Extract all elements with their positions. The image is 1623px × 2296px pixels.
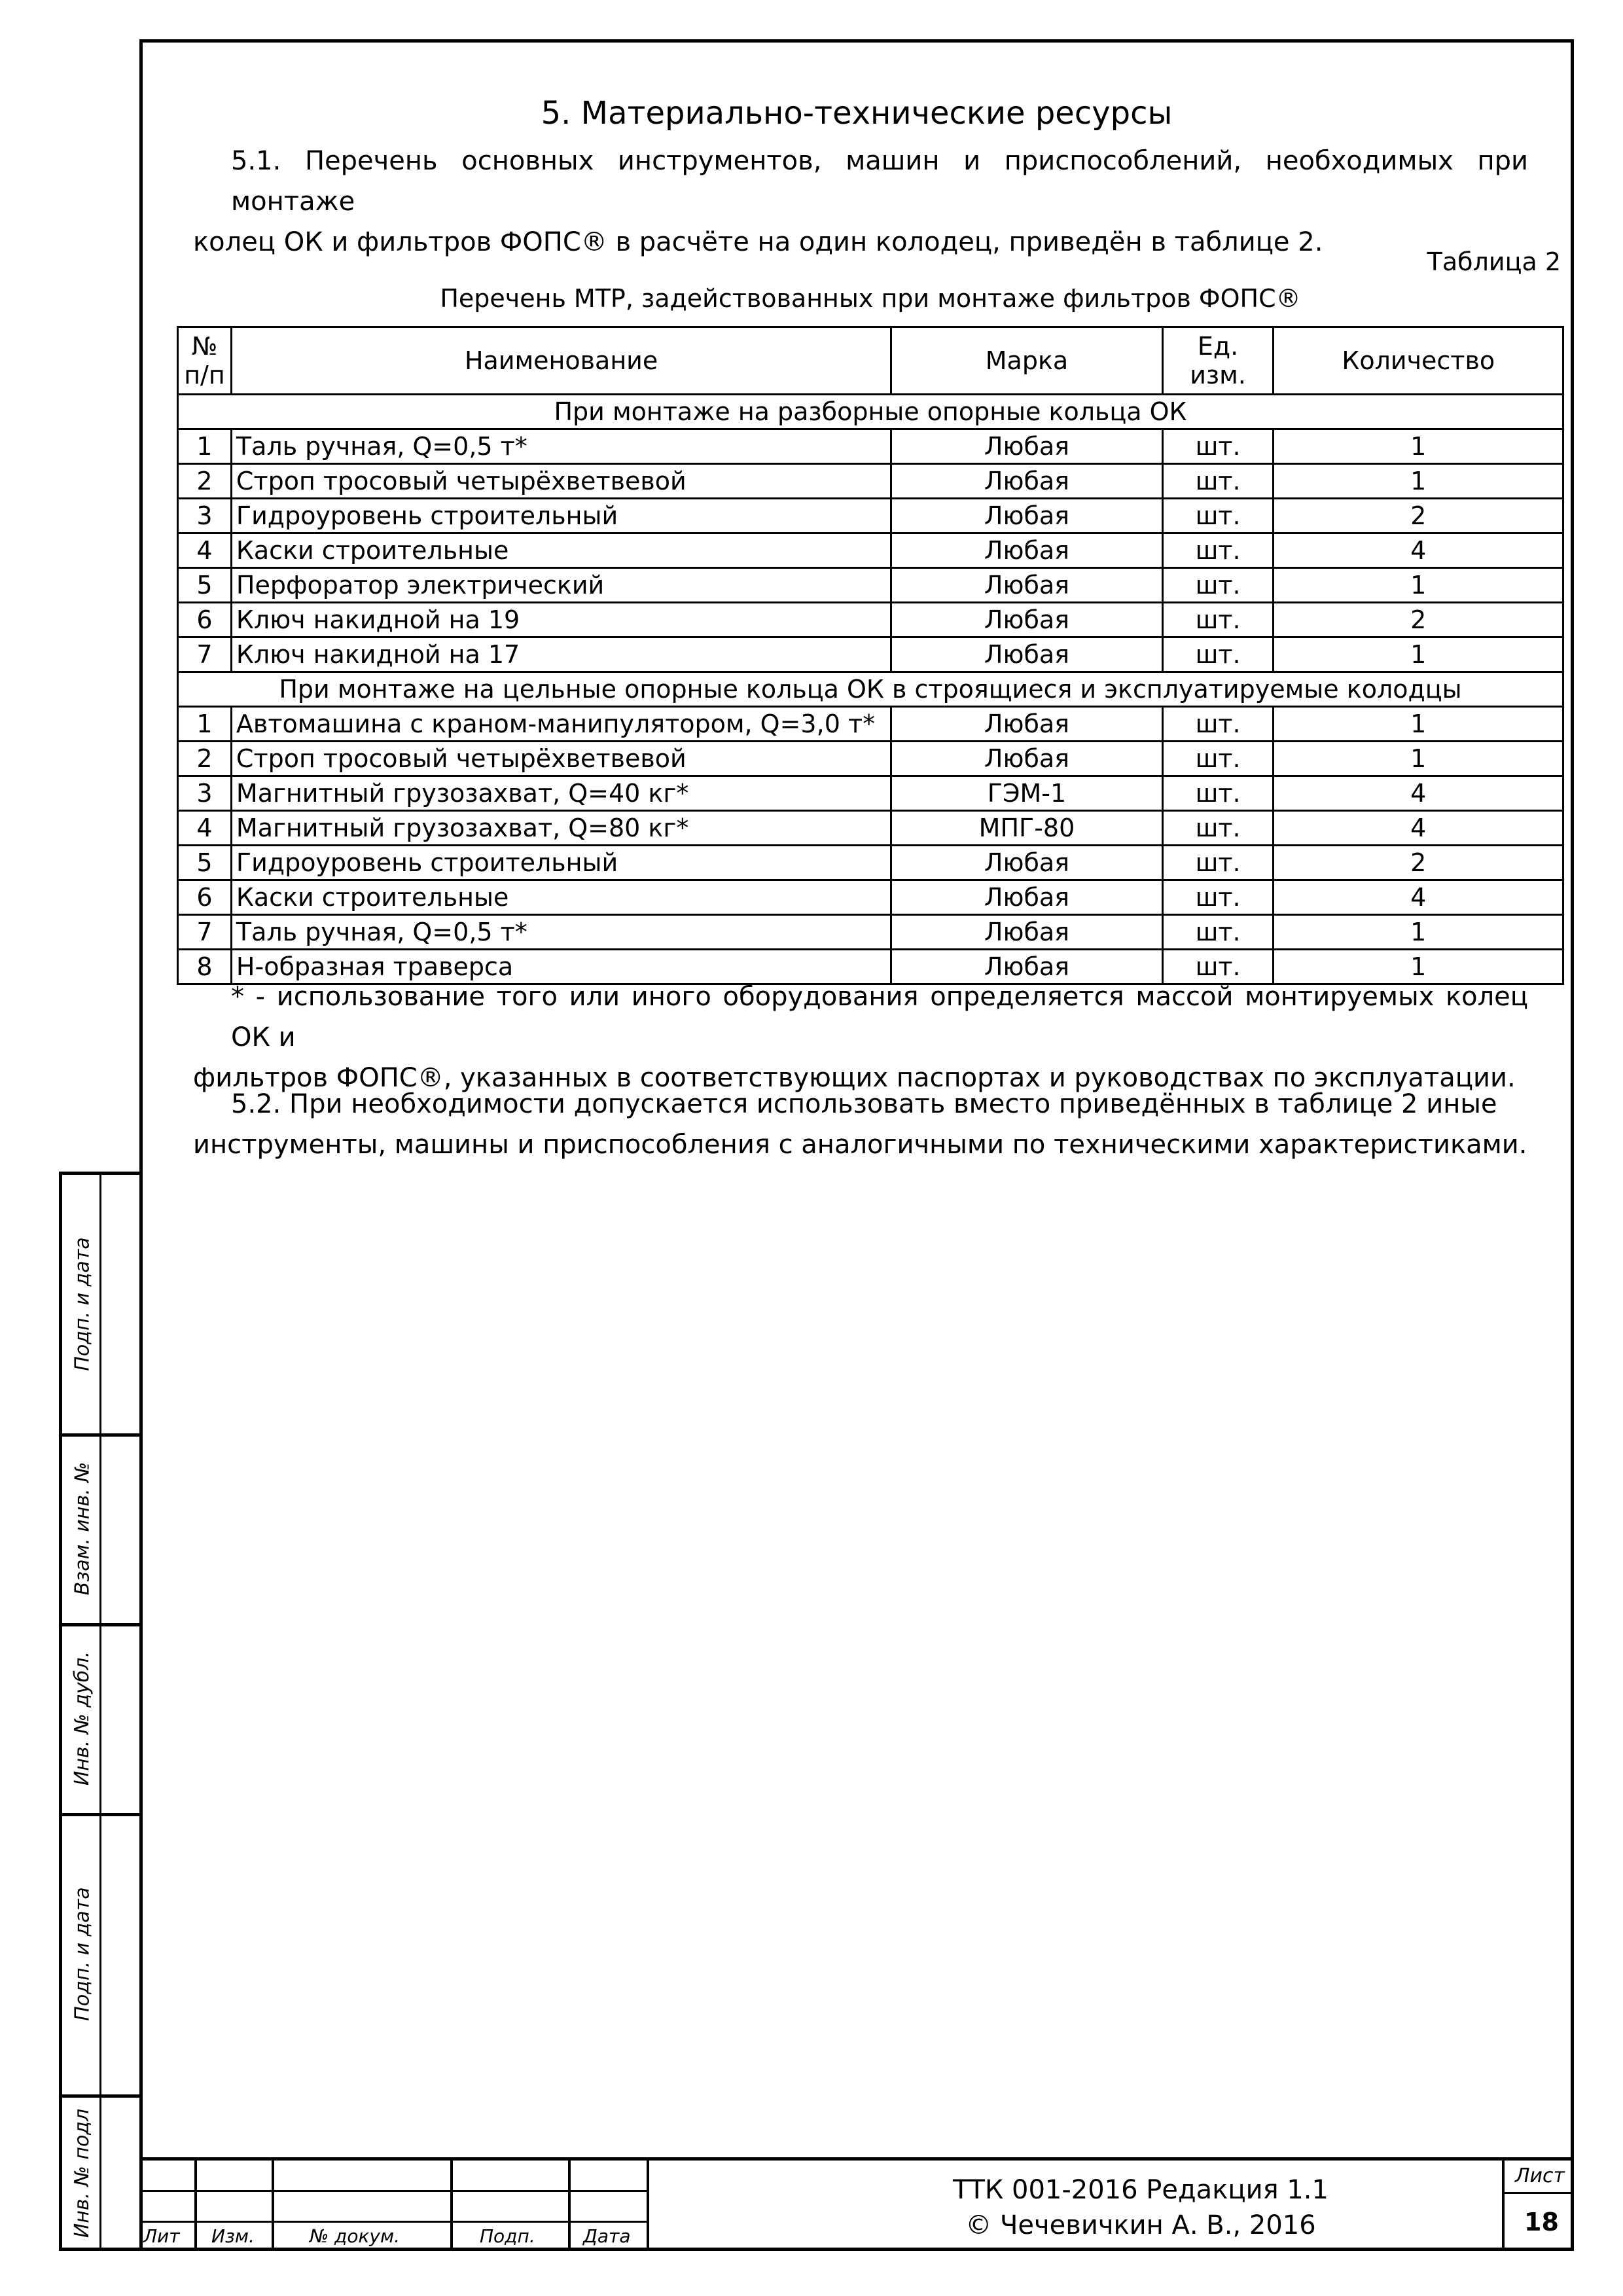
tb-divider	[194, 2161, 197, 2251]
tb-divider	[647, 2161, 649, 2251]
paragraph-line: 5.2. При необходимости допускается использовать вместо приведённых в таблице 2 иные	[231, 1089, 1497, 1119]
cell-brand: МПГ-80	[891, 811, 1162, 846]
tb-izm: Изм.	[211, 2225, 255, 2247]
cell-qty: 1	[1274, 637, 1563, 672]
table-row	[178, 568, 1563, 603]
cell-brand: Любая	[891, 950, 1162, 984]
table-row	[178, 499, 1563, 533]
cell-num: 5	[178, 846, 232, 880]
section-title: 5. Материально-технические ресурсы	[541, 95, 1173, 132]
tb-sheet-number: 18	[1524, 2208, 1559, 2236]
side-label-podp-data: Подп. и дата	[71, 1237, 94, 1371]
table-row	[178, 464, 1563, 499]
table-row	[178, 637, 1563, 672]
paragraph-5-1	[193, 141, 1528, 262]
cell-unit: шт.	[1162, 603, 1274, 637]
cell-name: Строп тросовый четырёхветвевой	[231, 742, 891, 776]
tb-row-line	[139, 2190, 647, 2192]
cell-qty: 4	[1274, 533, 1563, 568]
cell-unit: шт.	[1162, 776, 1274, 811]
cell-num: 1	[178, 429, 232, 464]
cell-name: Таль ручная, Q=0,5 т*	[231, 429, 891, 464]
cell-unit: шт.	[1162, 846, 1274, 880]
tb-dokum: № докум.	[310, 2225, 401, 2247]
table-row	[178, 811, 1563, 846]
cell-brand: ГЭМ-1	[891, 776, 1162, 811]
cell-unit: шт.	[1162, 637, 1274, 672]
side-stamp-divider	[99, 1175, 101, 2248]
footnote-line: фильтров ФОПС®, указанных в соответствующих паспортах и руководствах по эксплуатации.	[193, 1063, 1516, 1093]
table-row	[178, 533, 1563, 568]
cell-num: 2	[178, 464, 232, 499]
header-qty: Количество	[1274, 327, 1563, 395]
cell-brand: Любая	[891, 464, 1162, 499]
cell-num: 3	[178, 776, 232, 811]
cell-qty: 1	[1274, 742, 1563, 776]
table-footnote	[193, 977, 1528, 1098]
title-block	[139, 2157, 1574, 2251]
side-label-podp-data-2: Подп. и дата	[71, 1886, 94, 2021]
cell-brand: Любая	[891, 915, 1162, 950]
cell-unit: шт.	[1162, 499, 1274, 533]
cell-brand: Любая	[891, 637, 1162, 672]
table-caption: Перечень МТР, задействованных при монтаже фильтров ФОПС®	[440, 284, 1301, 313]
tb-lit: Лит	[143, 2225, 180, 2247]
section-label-1: При монтаже на разборные опорные кольца ОК	[178, 395, 1563, 429]
cell-name: Ключ накидной на 17	[231, 637, 891, 672]
cell-qty: 2	[1274, 499, 1563, 533]
cell-name: Гидроуровень строительный	[231, 499, 891, 533]
cell-name: Каски строительные	[231, 533, 891, 568]
side-label-inv-dubl: Инв. № дубл.	[71, 1651, 94, 1785]
cell-name: Автомашина с краном-манипулятором, Q=3,0 т*	[231, 707, 891, 742]
table-row	[178, 846, 1563, 880]
cell-brand: Любая	[891, 499, 1162, 533]
cell-brand: Любая	[891, 707, 1162, 742]
cell-brand: Любая	[891, 533, 1162, 568]
table-row	[178, 880, 1563, 915]
paragraph-5-2	[193, 1084, 1528, 1165]
cell-unit: шт.	[1162, 742, 1274, 776]
cell-brand: Любая	[891, 880, 1162, 915]
cell-name: Строп тросовый четырёхветвевой	[231, 464, 891, 499]
side-label-vzam-inv: Взам. инв. №	[71, 1462, 94, 1595]
tb-copyright: © Чечевичкин А. В., 2016	[965, 2210, 1316, 2240]
cell-name: Перфоратор электрический	[231, 568, 891, 603]
tb-divider	[272, 2161, 274, 2251]
cell-num: 2	[178, 742, 232, 776]
cell-qty: 1	[1274, 950, 1563, 984]
cell-unit: шт.	[1162, 811, 1274, 846]
cell-num: 3	[178, 499, 232, 533]
paragraph-line: 5.1. Перечень основных инструментов, машин и приспособлений, необходимых при монтаже	[231, 146, 1528, 217]
cell-qty: 4	[1274, 776, 1563, 811]
cell-brand: Любая	[891, 429, 1162, 464]
cell-num: 4	[178, 811, 232, 846]
cell-brand: Любая	[891, 846, 1162, 880]
tb-document-info	[650, 2172, 1623, 2243]
footnote-line: * - использование того или иного оборудования определяется массой монтируемых колец ОК и	[231, 982, 1528, 1052]
cell-name: Ключ накидной на 19	[231, 603, 891, 637]
cell-qty: 1	[1274, 915, 1563, 950]
table-row	[178, 707, 1563, 742]
cell-unit: шт.	[1162, 950, 1274, 984]
cell-qty: 4	[1274, 811, 1563, 846]
side-stamp	[59, 1172, 139, 2251]
cell-unit: шт.	[1162, 915, 1274, 950]
cell-unit: шт.	[1162, 533, 1274, 568]
section-label-2: При монтаже на цельные опорные кольца ОК в строящиеся и эксплуатируемые колодцы	[178, 672, 1563, 707]
cell-num: 1	[178, 707, 232, 742]
tb-data: Дата	[583, 2225, 631, 2247]
header-num: № п/п	[178, 327, 232, 395]
table-row	[178, 742, 1563, 776]
table-label: Таблица 2	[1427, 247, 1561, 276]
table-row	[178, 429, 1563, 464]
cell-qty: 1	[1274, 464, 1563, 499]
cell-num: 4	[178, 533, 232, 568]
cell-qty: 1	[1274, 568, 1563, 603]
tb-row-line	[139, 2221, 647, 2223]
cell-brand: Любая	[891, 603, 1162, 637]
cell-num: 6	[178, 880, 232, 915]
table-row	[178, 776, 1563, 811]
mtr-table	[177, 326, 1564, 985]
tb-divider	[568, 2161, 571, 2251]
cell-brand: Любая	[891, 568, 1162, 603]
cell-qty: 2	[1274, 603, 1563, 637]
cell-num: 7	[178, 915, 232, 950]
cell-name: Каски строительные	[231, 880, 891, 915]
table-row	[178, 915, 1563, 950]
header-unit: Ед. изм.	[1162, 327, 1274, 395]
cell-qty: 1	[1274, 707, 1563, 742]
cell-qty: 2	[1274, 846, 1563, 880]
tb-sheet-label: Лист	[1515, 2164, 1565, 2187]
cell-unit: шт.	[1162, 568, 1274, 603]
table-section-row	[178, 672, 1563, 707]
cell-unit: шт.	[1162, 880, 1274, 915]
table-header-row	[178, 327, 1563, 395]
header-brand: Марка	[891, 327, 1162, 395]
cell-name: Магнитный грузозахват, Q=80 кг*	[231, 811, 891, 846]
table-section-row	[178, 395, 1563, 429]
cell-brand: Любая	[891, 742, 1162, 776]
cell-unit: шт.	[1162, 707, 1274, 742]
paragraph-line: колец ОК и фильтров ФОПС® в расчёте на один колодец, приведён в таблице 2.	[193, 227, 1323, 257]
cell-name: Н-образная траверса	[231, 950, 891, 984]
cell-num: 5	[178, 568, 232, 603]
side-label-inv-podl: Инв. № подл	[71, 2108, 94, 2238]
cell-qty: 4	[1274, 880, 1563, 915]
table-row	[178, 603, 1563, 637]
tb-divider	[450, 2161, 453, 2251]
paragraph-line: инструменты, машины и приспособления с аналогичными по техническими характеристиками.	[193, 1130, 1527, 1160]
cell-name: Таль ручная, Q=0,5 т*	[231, 915, 891, 950]
tb-podp: Подп.	[480, 2225, 535, 2247]
cell-unit: шт.	[1162, 429, 1274, 464]
cell-num: 7	[178, 637, 232, 672]
cell-num: 8	[178, 950, 232, 984]
cell-num: 6	[178, 603, 232, 637]
header-name: Наименование	[231, 327, 891, 395]
cell-unit: шт.	[1162, 464, 1274, 499]
tb-doc-code: ТТК 001-2016 Редакция 1.1	[953, 2175, 1329, 2205]
cell-name: Гидроуровень строительный	[231, 846, 891, 880]
cell-qty: 1	[1274, 429, 1563, 464]
cell-name: Магнитный грузозахват, Q=40 кг*	[231, 776, 891, 811]
